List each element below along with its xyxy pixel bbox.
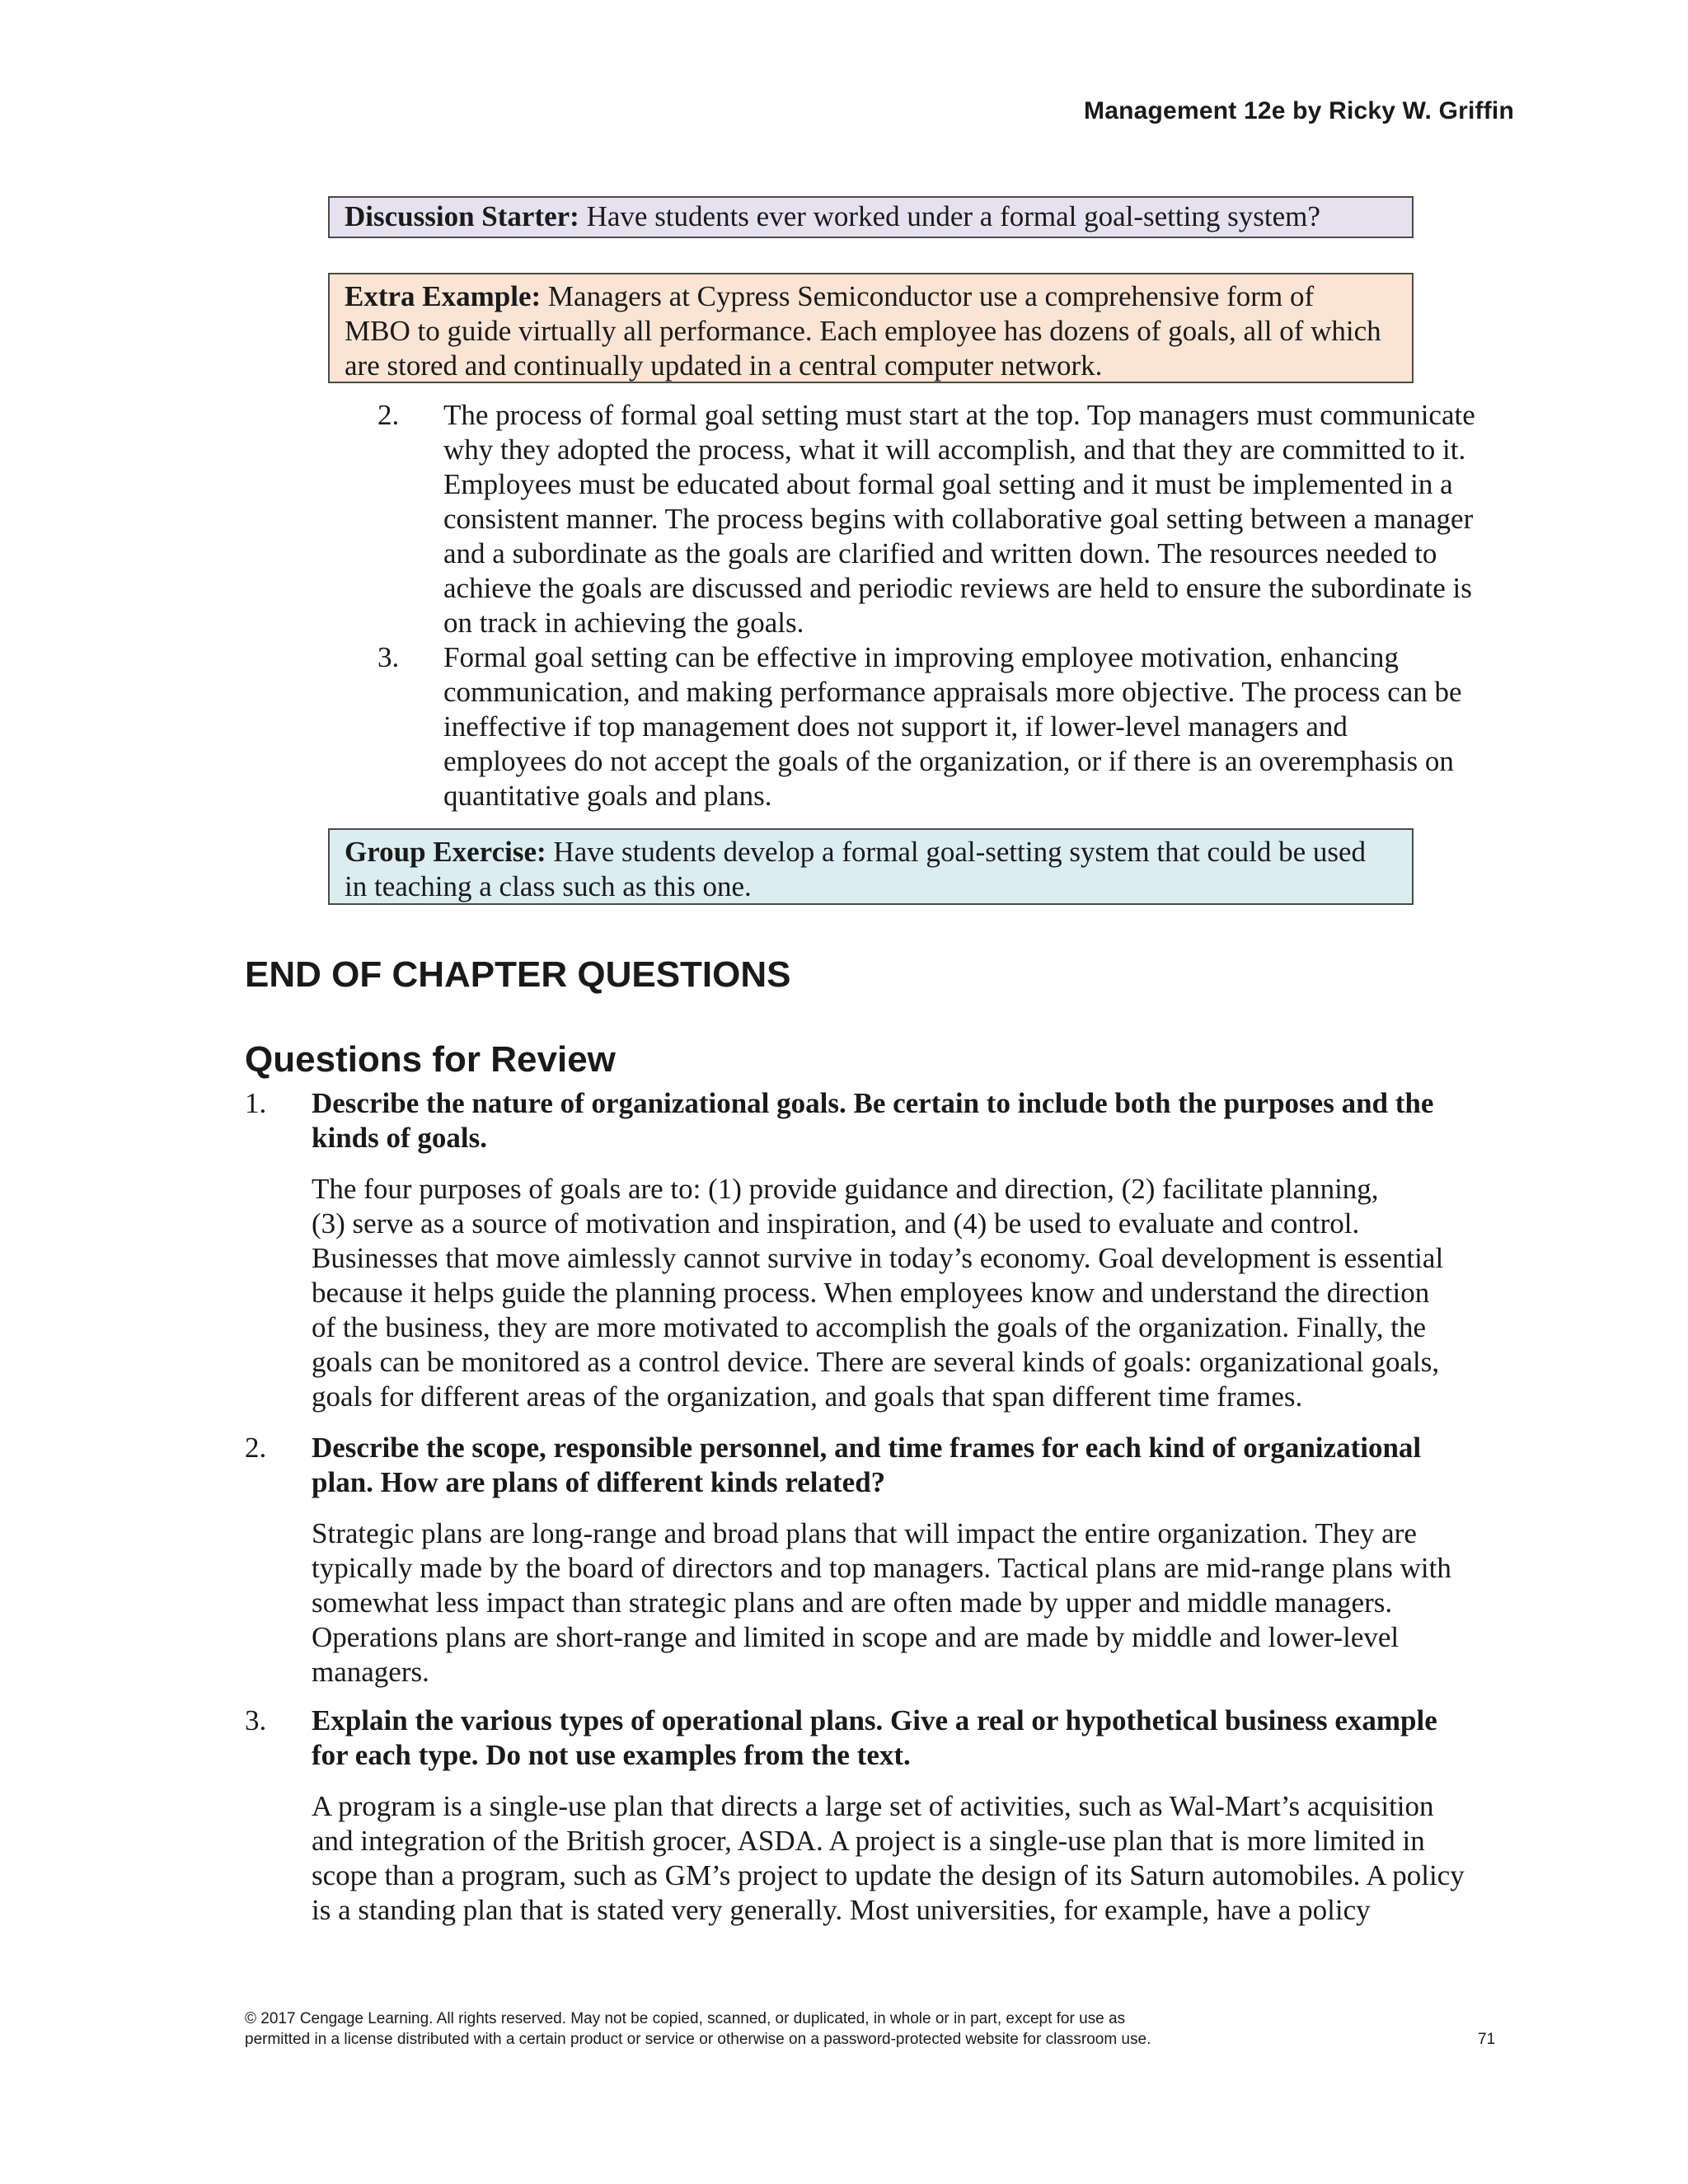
answer-line: goals for different areas of the organization, and goals that span different time frames. — [312, 1380, 1303, 1413]
copyright-line: © 2017 Cengage Learning. All rights reserved. May not be copied, scanned, or duplicated, in whole or in part, except for use as — [245, 2010, 1126, 2027]
group-exercise-line: in teaching a class such as this one. — [345, 870, 752, 902]
discussion-starter-box — [328, 196, 1414, 238]
discussion-starter-label: Discussion Starter: — [345, 200, 579, 232]
list-item-line: communication, and making performance appraisals more objective. The process can be — [443, 676, 1462, 708]
answer-line: The four purposes of goals are to: (1) provide guidance and direction, (2) facilitate planning, — [312, 1173, 1379, 1205]
group-exercise-box — [328, 828, 1414, 905]
extra-example-line: are stored and continually updated in a central computer network. — [345, 349, 1103, 382]
answer-line: Businesses that move aimlessly cannot survive in today’s economy. Goal development is essential — [312, 1242, 1444, 1274]
question-line: for each type. Do not use examples from the text. — [312, 1739, 911, 1771]
list-item-line: quantitative goals and plans. — [443, 780, 772, 812]
group-exercise-line: Have students develop a formal goal-setting system that could be used — [546, 836, 1367, 868]
answer-line: Strategic plans are long-range and broad plans that will impact the entire organization. They are — [312, 1517, 1417, 1549]
list-item-line: ineffective if top management does not support it, if lower-level managers and — [443, 710, 1348, 743]
list-item-line: and a subordinate as the goals are clarified and written down. The resources needed to — [443, 537, 1437, 569]
answer-line: goals can be monitored as a control device. There are several kinds of goals: organizational goals, — [312, 1346, 1440, 1378]
answer-line: of the business, they are more motivated to accomplish the goals of the organization. Finally, the — [312, 1311, 1427, 1343]
extra-example-line: MBO to guide virtually all performance. Each employee has dozens of goals, all of which — [345, 315, 1381, 347]
answer-line: A program is a single-use plan that directs a large set of activities, such as Wal-Mart’s acquisition — [312, 1790, 1434, 1822]
page-number: 71 — [1478, 2031, 1496, 2048]
list-item-line: why they adopted the process, what it will accomplish, and that they are committed to it. — [443, 434, 1466, 466]
answer-line: scope than a program, such as GM’s project to update the design of its Saturn automobiles. A policy — [312, 1859, 1465, 1891]
question-line: plan. How are plans of different kinds related? — [312, 1466, 886, 1498]
answer-line: because it helps guide the planning process. When employees know and understand the direction — [312, 1277, 1430, 1309]
copyright-notice — [245, 2008, 1151, 2050]
section-heading: END OF CHAPTER QUESTIONS — [245, 954, 791, 995]
list-item-line: on track in achieving the goals. — [443, 607, 804, 639]
group-exercise-label: Group Exercise: — [345, 836, 546, 868]
list-item-line: employees do not accept the goals of the organization, or if there is an overemphasis on — [443, 745, 1454, 777]
answer-line: (3) serve as a source of motivation and inspiration, and (4) be used to evaluate and control. — [312, 1207, 1360, 1240]
question-line: Describe the nature of organizational goals. Be certain to include both the purposes and the — [312, 1087, 1434, 1119]
question-line: kinds of goals. — [312, 1122, 487, 1154]
question-number: 1. — [245, 1087, 267, 1119]
question-number: 2. — [245, 1432, 267, 1464]
answer-line: and integration of the British grocer, ASDA. A project is a single-use plan that is more limited in — [312, 1825, 1425, 1857]
answer-line: is a standing plan that is stated very generally. Most universities, for example, have a policy — [312, 1894, 1371, 1926]
list-item-line: Employees must be educated about formal goal setting and it must be implemented in a — [443, 468, 1453, 500]
list-item-number: 2. — [377, 399, 400, 431]
list-item-line: Formal goal setting can be effective in improving employee motivation, enhancing — [443, 641, 1399, 673]
extra-example-box — [328, 273, 1414, 383]
list-item-line: consistent manner. The process begins with collaborative goal setting between a manager — [443, 503, 1474, 535]
answer-line: typically made by the board of directors and top managers. Tactical plans are mid-range plans with — [312, 1552, 1451, 1584]
subsection-heading: Questions for Review — [245, 1039, 616, 1080]
list-item-number: 3. — [377, 641, 400, 673]
extra-example-label: Extra Example: — [345, 280, 542, 312]
question-line: Describe the scope, responsible personnel, and time frames for each kind of organizational — [312, 1432, 1422, 1464]
answer-line: Operations plans are short-range and limited in scope and are made by middle and lower-level — [312, 1621, 1400, 1653]
question-line: Explain the various types of operational plans. Give a real or hypothetical business example — [312, 1704, 1437, 1736]
list-item-line: achieve the goals are discussed and periodic reviews are held to ensure the subordinate is — [443, 572, 1472, 604]
discussion-starter-text: Have students ever worked under a formal goal-setting system? — [579, 200, 1320, 232]
question-number: 3. — [245, 1704, 267, 1736]
running-header: Management 12e by Ricky W. Griffin — [1084, 97, 1514, 124]
extra-example-line: Managers at Cypress Semiconductor use a comprehensive form of — [541, 280, 1315, 312]
answer-line: somewhat less impact than strategic plans and are often made by upper and middle managers. — [312, 1586, 1393, 1619]
answer-line: managers. — [312, 1656, 429, 1688]
copyright-line: permitted in a license distributed with a certain product or service or otherwise on a password-protected website for classroom use. — [245, 2031, 1151, 2048]
list-item-line: The process of formal goal setting must start at the top. Top managers must communicate — [443, 399, 1475, 431]
